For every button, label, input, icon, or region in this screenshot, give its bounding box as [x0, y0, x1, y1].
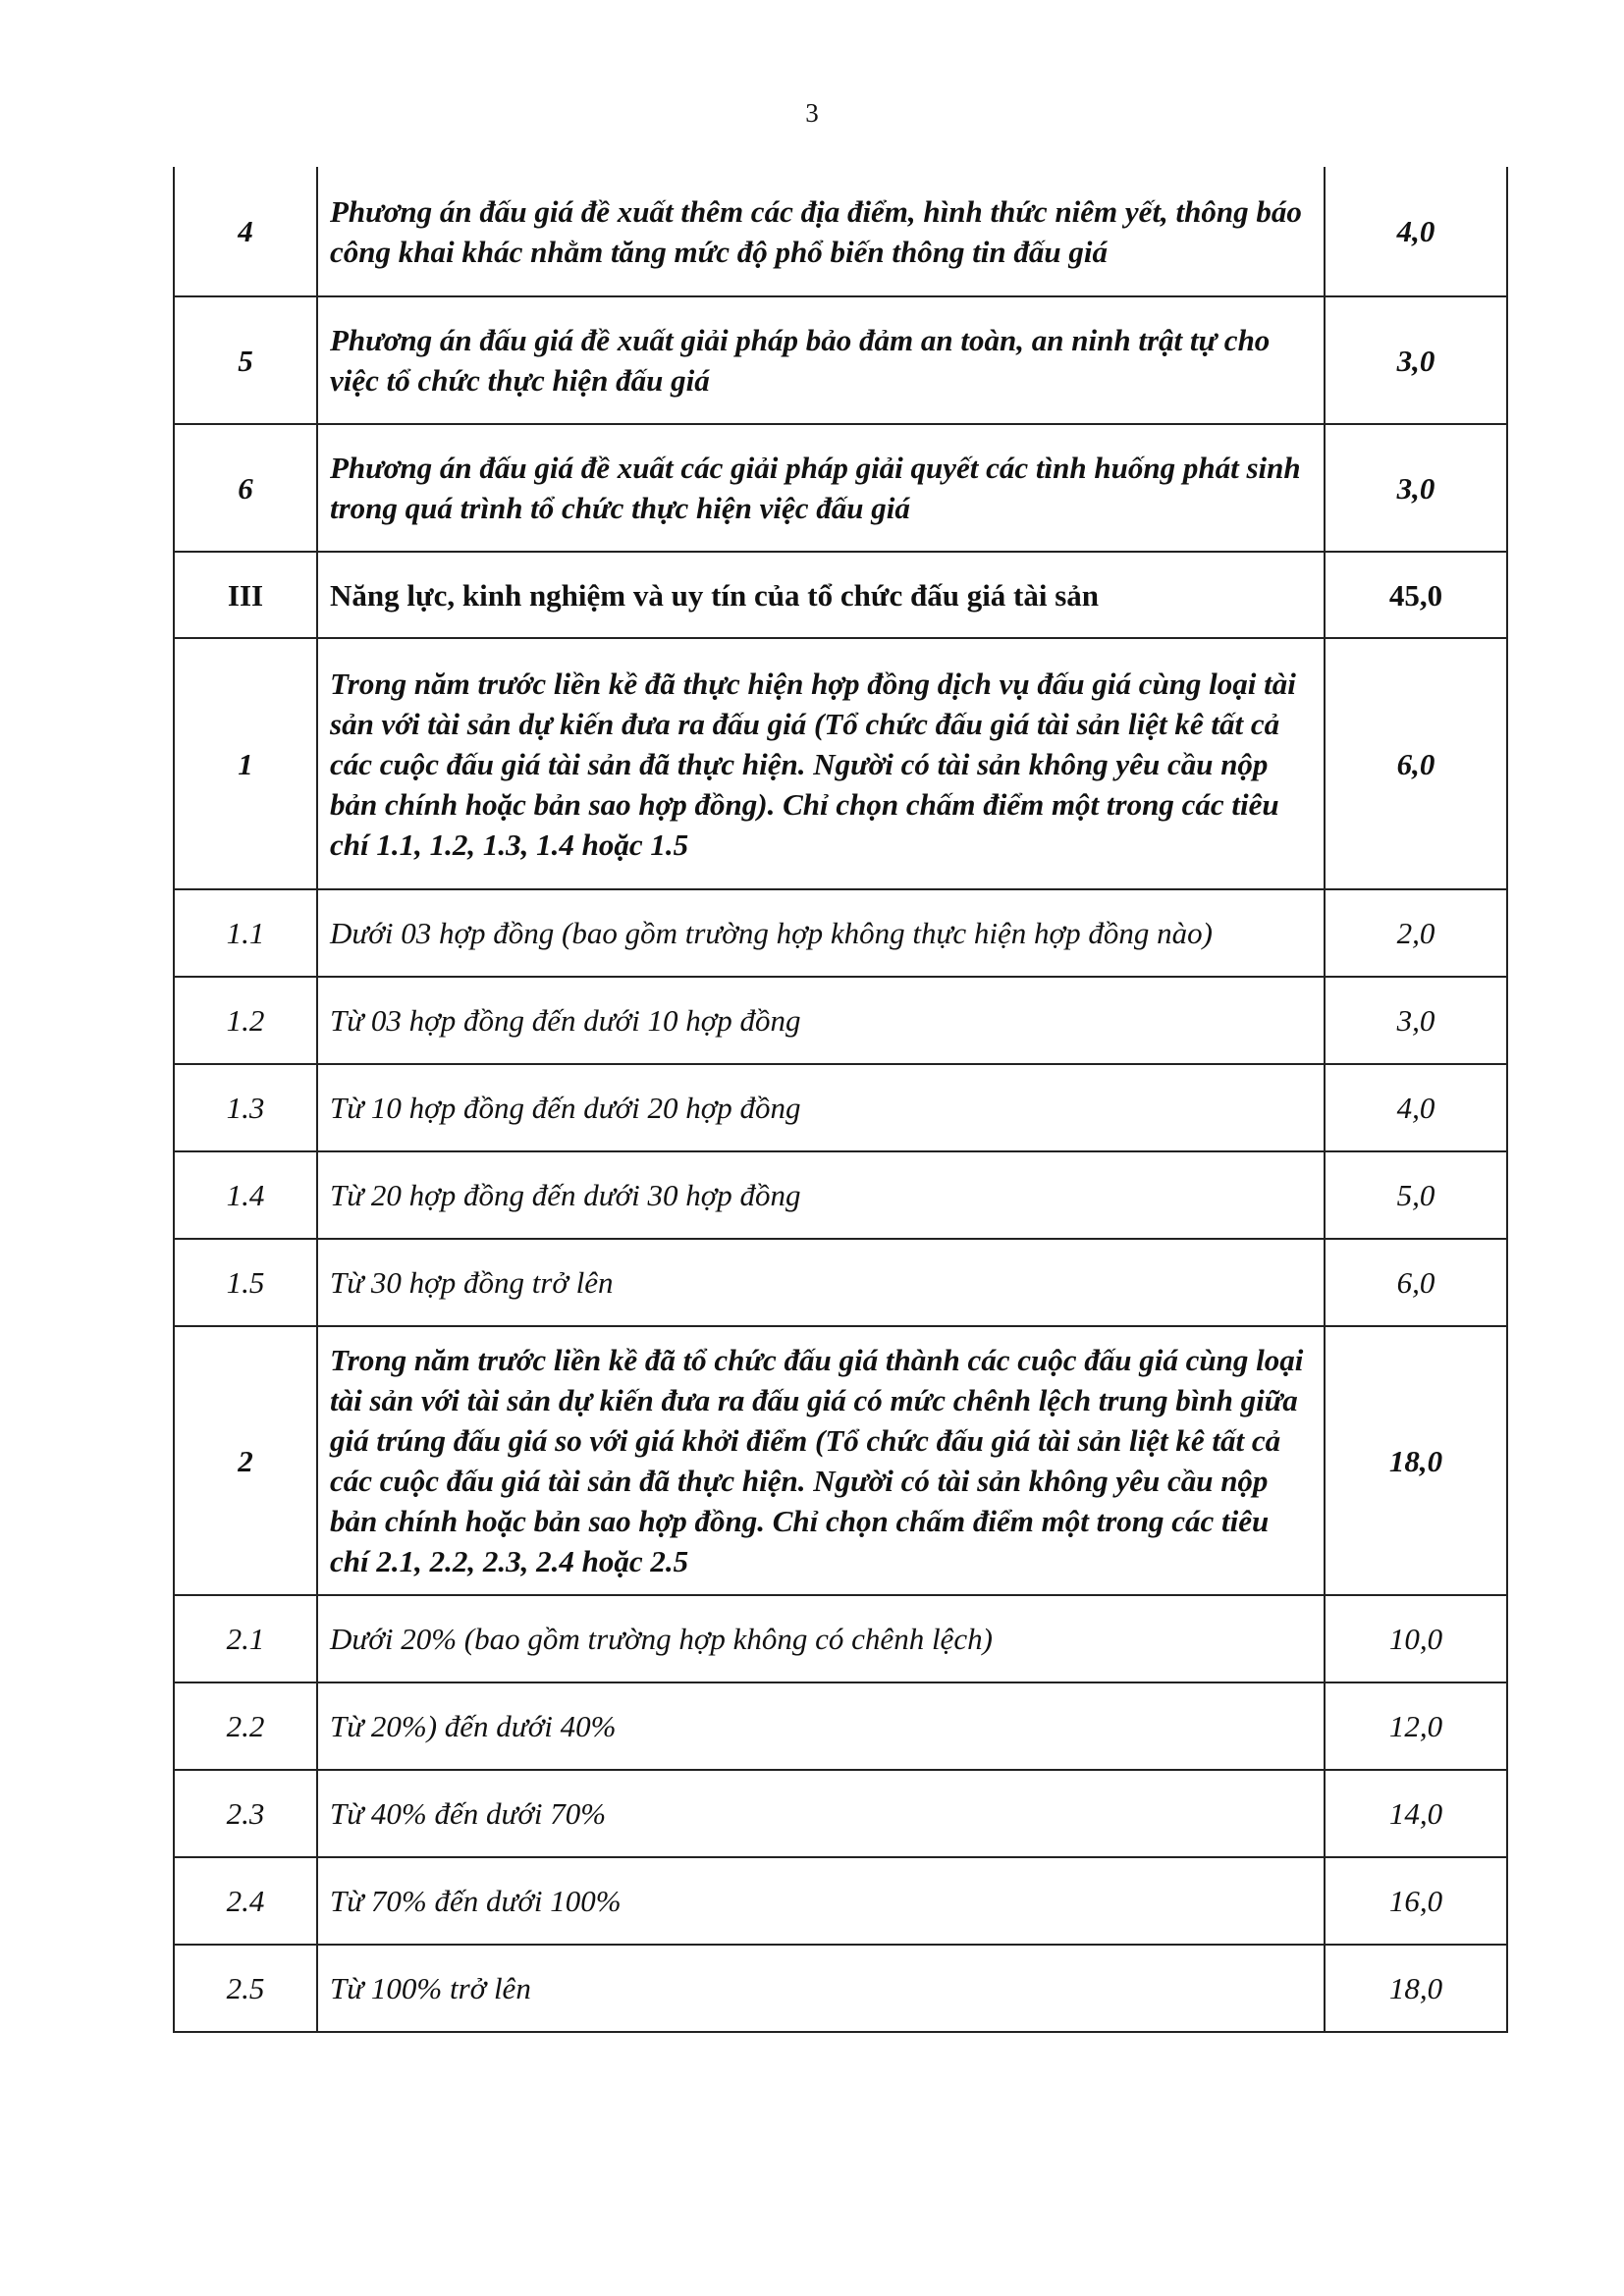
- criterion-text: Từ 03 hợp đồng đến dưới 10 hợp đồng: [317, 977, 1325, 1064]
- row-number: 2: [174, 1326, 317, 1595]
- score-cell: 3,0: [1325, 977, 1507, 1064]
- section-header-row: [174, 552, 1507, 638]
- row-number: 1.2: [174, 977, 317, 1064]
- criterion-text: Trong năm trước liền kề đã tổ chức đấu giá thành các cuộc đấu giá cùng loại tài sản với tài sản dự kiến đưa ra đấu giá có mức chênh lệch trung bình giữa giá trúng đấu giá so với giá khởi điểm (Tổ chức đấu giá tài sản liệt kê tất cả các cuộc đấu giá tài sản đã thực hiện. Người có tài sản không yêu cầu nộp bản chính hoặc bản sao hợp đồng. Chỉ chọn chấm điểm một trong các tiêu chí 2.1, 2.2, 2.3, 2.4 hoặc 2.5: [317, 1326, 1325, 1595]
- criterion-text: Phương án đấu giá đề xuất thêm các địa điểm, hình thức niêm yết, thông báo công khai khác nhằm tăng mức độ phổ biến thông tin đấu giá: [317, 167, 1325, 296]
- score-cell: 4,0: [1325, 1064, 1507, 1151]
- table-row: [174, 1239, 1507, 1326]
- score-cell: 14,0: [1325, 1770, 1507, 1857]
- table-row: [174, 1770, 1507, 1857]
- table-row: [174, 1595, 1507, 1682]
- table-row: [174, 977, 1507, 1064]
- criterion-text: Từ 40% đến dưới 70%: [317, 1770, 1325, 1857]
- row-number: 1.1: [174, 889, 317, 977]
- table-row: [174, 1326, 1507, 1595]
- table-row: [174, 1682, 1507, 1770]
- page-number: 3: [805, 98, 819, 128]
- criterion-text: Từ 10 hợp đồng đến dưới 20 hợp đồng: [317, 1064, 1325, 1151]
- row-number: 2.4: [174, 1857, 317, 1945]
- criterion-text: Từ 20 hợp đồng đến dưới 30 hợp đồng: [317, 1151, 1325, 1239]
- criterion-text: Dưới 20% (bao gồm trường hợp không có chênh lệch): [317, 1595, 1325, 1682]
- criterion-text: Từ 100% trở lên: [317, 1945, 1325, 2032]
- section-score: 45,0: [1325, 552, 1507, 638]
- row-number: 4: [174, 167, 317, 296]
- scoring-criteria-table: [173, 167, 1508, 2033]
- row-number: 2.5: [174, 1945, 317, 2032]
- score-cell: 6,0: [1325, 638, 1507, 889]
- table-row: [174, 889, 1507, 977]
- score-cell: 3,0: [1325, 424, 1507, 552]
- table-row: [174, 167, 1507, 296]
- criterion-text: Phương án đấu giá đề xuất các giải pháp giải quyết các tình huống phát sinh trong quá trình tổ chức thực hiện việc đấu giá: [317, 424, 1325, 552]
- row-number: 1.3: [174, 1064, 317, 1151]
- score-cell: 2,0: [1325, 889, 1507, 977]
- table-row: [174, 1945, 1507, 2032]
- row-number: 1.5: [174, 1239, 317, 1326]
- score-cell: 3,0: [1325, 296, 1507, 424]
- criterion-text: Dưới 03 hợp đồng (bao gồm trường hợp không thực hiện hợp đồng nào): [317, 889, 1325, 977]
- row-number: 2.2: [174, 1682, 317, 1770]
- score-cell: 10,0: [1325, 1595, 1507, 1682]
- row-number: 1.4: [174, 1151, 317, 1239]
- table-row: [174, 638, 1507, 889]
- score-cell: 5,0: [1325, 1151, 1507, 1239]
- table-row: [174, 296, 1507, 424]
- score-cell: 12,0: [1325, 1682, 1507, 1770]
- score-cell: 18,0: [1325, 1945, 1507, 2032]
- row-number: 6: [174, 424, 317, 552]
- table-row: [174, 424, 1507, 552]
- table-row: [174, 1151, 1507, 1239]
- criterion-text: Từ 20%) đến dưới 40%: [317, 1682, 1325, 1770]
- table-row: [174, 1857, 1507, 1945]
- table-row: [174, 1064, 1507, 1151]
- section-number: III: [174, 552, 317, 638]
- criterion-text: Trong năm trước liền kề đã thực hiện hợp đồng dịch vụ đấu giá cùng loại tài sản với tài sản dự kiến đưa ra đấu giá (Tổ chức đấu giá tài sản liệt kê tất cả các cuộc đấu giá tài sản đã thực hiện. Người có tài sản không yêu cầu nộp bản chính hoặc bản sao hợp đồng). Chỉ chọn chấm điểm một trong các tiêu chí 1.1, 1.2, 1.3, 1.4 hoặc 1.5: [317, 638, 1325, 889]
- section-title: Năng lực, kinh nghiệm và uy tín của tổ chức đấu giá tài sản: [317, 552, 1325, 638]
- row-number: 2.1: [174, 1595, 317, 1682]
- score-cell: 6,0: [1325, 1239, 1507, 1326]
- criterion-text: Từ 70% đến dưới 100%: [317, 1857, 1325, 1945]
- criterion-text: Phương án đấu giá đề xuất giải pháp bảo đảm an toàn, an ninh trật tự cho việc tổ chức thực hiện đấu giá: [317, 296, 1325, 424]
- criterion-text: Từ 30 hợp đồng trở lên: [317, 1239, 1325, 1326]
- score-cell: 16,0: [1325, 1857, 1507, 1945]
- row-number: 5: [174, 296, 317, 424]
- row-number: 2.3: [174, 1770, 317, 1857]
- score-cell: 18,0: [1325, 1326, 1507, 1595]
- row-number: 1: [174, 638, 317, 889]
- score-cell: 4,0: [1325, 167, 1507, 296]
